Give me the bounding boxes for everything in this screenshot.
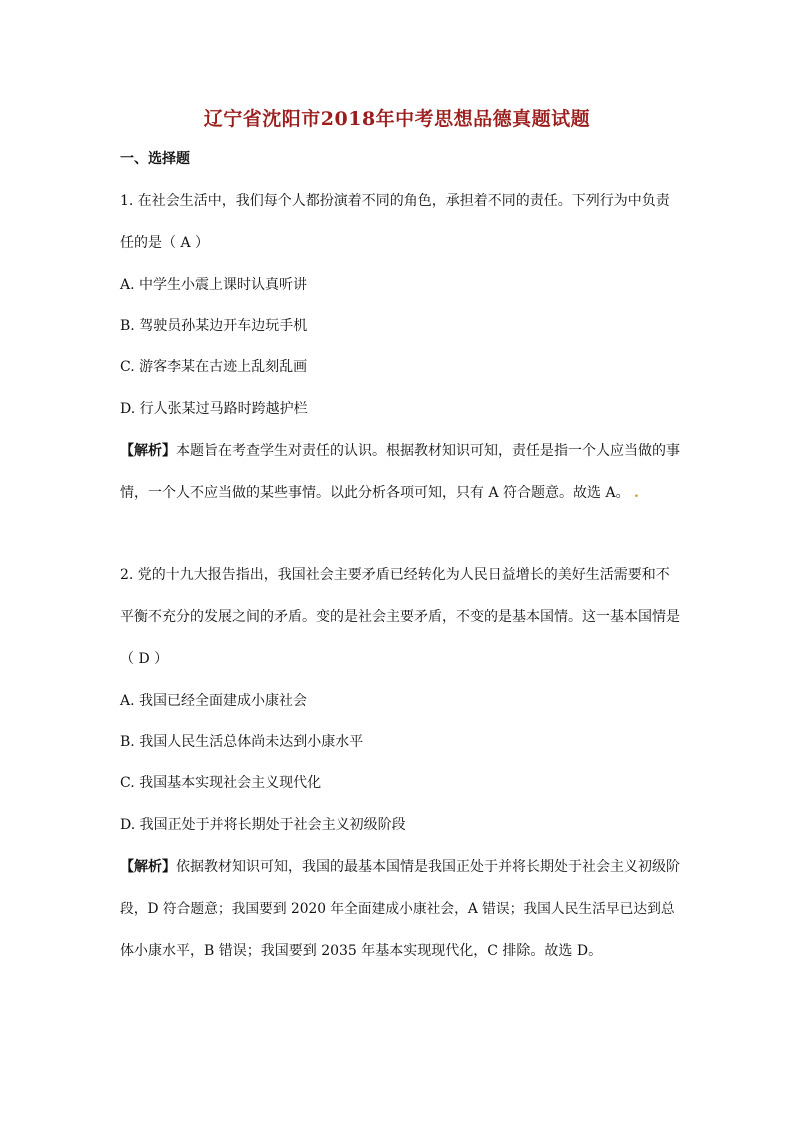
q2-stem-line-3: （ D ） [120, 651, 169, 667]
q2-option-c: C. 我国基本实现社会主义现代化 [120, 775, 322, 791]
q1-analysis-dot: . [634, 485, 639, 501]
q1-option-c: C. 游客李某在古迹上乱刻乱画 [120, 359, 308, 375]
q1-option-b: B. 驾驶员孙某边开车边玩手机 [120, 318, 308, 334]
q1-analysis-tag: 【解析】 [120, 443, 176, 459]
q2-option-d: D. 我国正处于并将长期处于社会主义初级阶段 [120, 817, 406, 833]
section-heading: 一、选择题 [120, 151, 190, 167]
q2-analysis-line-1 [120, 858, 680, 876]
q1-option-a: A. 中学生小震上课时认真听讲 [120, 277, 308, 293]
q2-analysis-line-2: 段，D 符合题意；我国要到 2020 年全面建成小康社会，A 错误；我国人民生活早已达到总 [120, 901, 675, 917]
q2-option-a: A. 我国已经全面建成小康社会 [120, 693, 308, 709]
q2-analysis-text-1: 依据教材知识可知，我国的最基本国情是我国正处于并将长期处于社会主义初级阶 [176, 859, 680, 875]
q2-stem-line-1: 2. 党的十九大报告指出，我国社会主要矛盾已经转化为人民日益增长的美好生活需要和不 [120, 567, 670, 583]
q1-analysis-text-2: 情，一个人不应当做的某些事情。以此分析各项可知，只有 A 符合题意。故选 A。 [120, 485, 630, 501]
page-title: 辽宁省沈阳市2018年中考思想品德真题试题 [203, 108, 591, 130]
q1-stem-line-2: 任的是（ A ） [120, 235, 210, 251]
q2-stem-line-2: 平衡不充分的发展之间的矛盾。变的是社会主要矛盾，不变的是基本国情。这一基本国情是 [120, 609, 680, 625]
q2-analysis-tag: 【解析】 [120, 859, 176, 875]
q2-option-b: B. 我国人民生活总体尚未达到小康水平 [120, 734, 364, 750]
q1-option-d: D. 行人张某过马路时跨越护栏 [120, 401, 308, 417]
q1-analysis-line-1 [120, 442, 680, 460]
q1-analysis-text-1: 本题旨在考查学生对责任的认识。根据教材知识可知，责任是指一个人应当做的事 [176, 443, 680, 459]
q1-analysis-line-2 [120, 484, 680, 502]
q2-analysis-line-3: 体小康水平，B 错误；我国要到 2035 年基本实现现代化，C 排除。故选 D。 [120, 943, 603, 959]
q1-stem-line-1: 1. 在社会生活中，我们每个人都扮演着不同的角色，承担着不同的责任。下列行为中负责 [120, 193, 670, 209]
